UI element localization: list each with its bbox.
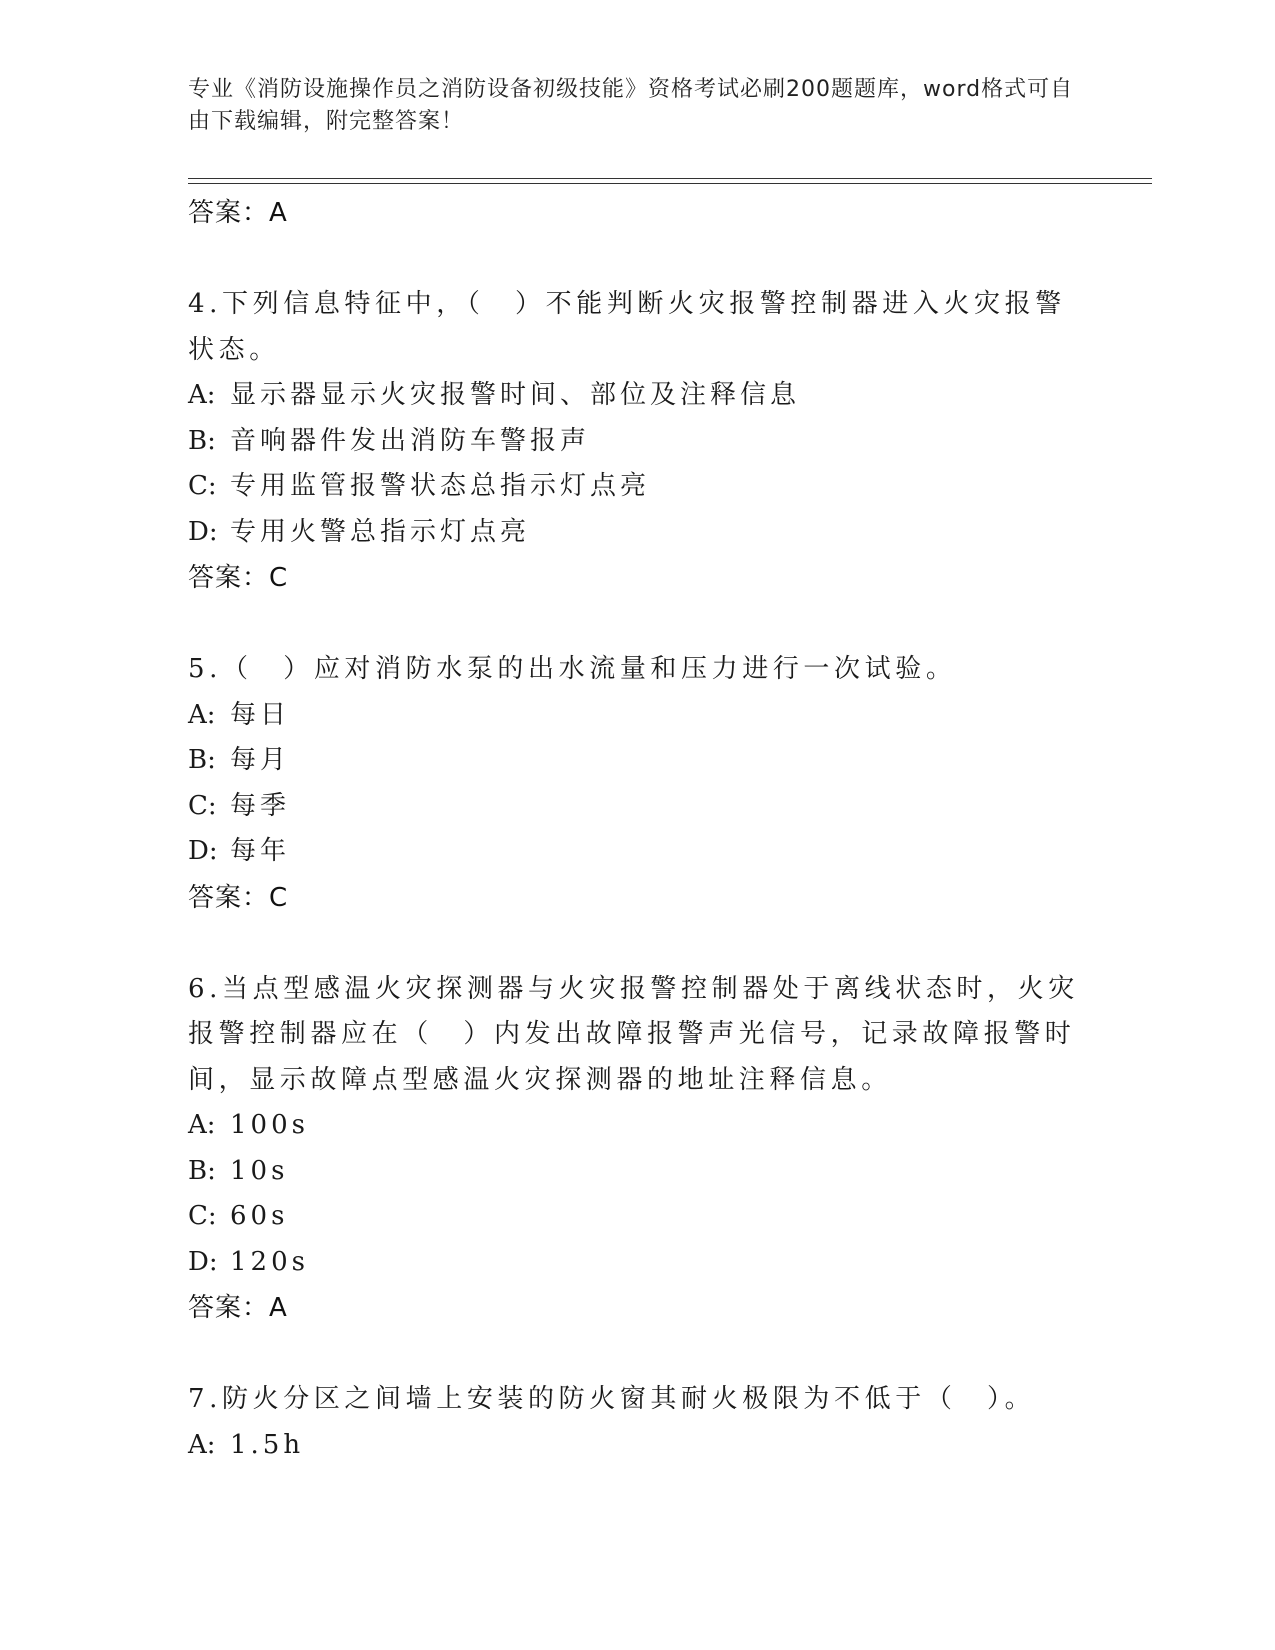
option-row [188, 510, 1088, 556]
question-number: 7. [188, 1384, 223, 1414]
option-label: D: [188, 836, 218, 866]
option-text: 1.5h [230, 1429, 305, 1460]
option-label: A: [188, 380, 216, 410]
answer-line [188, 555, 1088, 601]
question-list [188, 190, 1088, 1468]
question-spacer [188, 921, 1088, 967]
question-text [188, 647, 1088, 693]
answer-line [188, 1285, 1088, 1331]
option-text: 每季 [230, 790, 291, 821]
option-text: 音响器件发出消防车警报声 [230, 425, 591, 456]
option-row [188, 693, 1088, 739]
option-row [188, 1149, 1088, 1195]
option-text: 专用监管报警状态总指示灯点亮 [230, 471, 651, 501]
question-stem: 防火分区之间墙上安装的防火窗其耐火极限为不低于（ ）。 [222, 1384, 1036, 1414]
question-stem: （ ）应对消防水泵的出水流量和压力进行一次试验。 [222, 654, 957, 684]
option-row [188, 829, 1088, 875]
document-header: 专业《消防设施操作员之消防设备初级技能》资格考试必刷200题题库，word格式可自由下载编辑，附完整答案！ [188, 77, 1074, 134]
option-text: 120s [230, 1246, 309, 1277]
option-label: D: [188, 1246, 218, 1277]
answer-prefix: 答案： [188, 198, 270, 228]
question-stem: 下列信息特征中，（ ）不能判断火灾报警控制器进入火灾报警状态。 [188, 289, 1066, 365]
answer-prefix: 答案： [188, 882, 270, 913]
option-text: 60s [230, 1201, 289, 1231]
option-label: C: [188, 790, 217, 821]
option-label: B: [188, 425, 216, 456]
option-label: B: [188, 1155, 216, 1186]
option-label: B: [188, 745, 216, 775]
answer-value: C [269, 563, 289, 593]
header-divider [188, 178, 1152, 179]
answer-prefix: 答案： [188, 1293, 270, 1323]
question-block [188, 647, 1088, 921]
header-divider [188, 183, 1152, 184]
question-spacer [188, 236, 1088, 282]
answer-line [188, 875, 1088, 921]
option-row [188, 464, 1088, 510]
option-row [188, 419, 1088, 465]
option-label: C: [188, 471, 217, 501]
question-text [188, 282, 1088, 373]
option-label: C: [188, 1201, 217, 1231]
option-row [188, 1240, 1088, 1286]
question-spacer [188, 601, 1088, 647]
option-label: A: [188, 1429, 216, 1460]
option-text: 每年 [230, 836, 291, 866]
answer-value: A [269, 198, 288, 228]
question-stem: 当点型感温火灾探测器与火灾报警控制器处于离线状态时，火灾报警控制器应在（ ）内发出故障报警声光信号，记录故障报警时间，显示故障点型感温火灾探测器的地址注释信息。 [188, 973, 1079, 1095]
answer-prefix: 答案： [188, 563, 270, 593]
question-number: 6. [188, 973, 223, 1004]
option-row [188, 784, 1088, 830]
option-label: A: [188, 1110, 216, 1140]
question-block [188, 282, 1088, 601]
answer-value: A [269, 1293, 288, 1323]
option-text: 显示器显示火灾报警时间、部位及注释信息 [230, 380, 801, 410]
question-number: 5. [188, 654, 223, 684]
question-block [188, 1377, 1088, 1468]
option-label: A: [188, 699, 216, 730]
answer-value: C [269, 882, 289, 913]
option-row [188, 1103, 1088, 1149]
option-row [188, 738, 1088, 784]
question-number: 4. [188, 289, 223, 319]
question-block [188, 967, 1088, 1332]
question-text [188, 967, 1088, 1104]
question-spacer [188, 1331, 1088, 1377]
option-text: 每月 [230, 745, 291, 775]
option-text: 100s [230, 1110, 309, 1140]
option-text: 10s [230, 1155, 289, 1186]
option-text: 专用火警总指示灯点亮 [230, 516, 531, 547]
option-row [188, 373, 1088, 419]
question-text [188, 1377, 1088, 1423]
option-label: D: [188, 516, 218, 547]
option-row [188, 1423, 1088, 1469]
option-text: 每日 [230, 699, 291, 730]
option-row [188, 1194, 1088, 1240]
answer-line [188, 190, 1088, 236]
